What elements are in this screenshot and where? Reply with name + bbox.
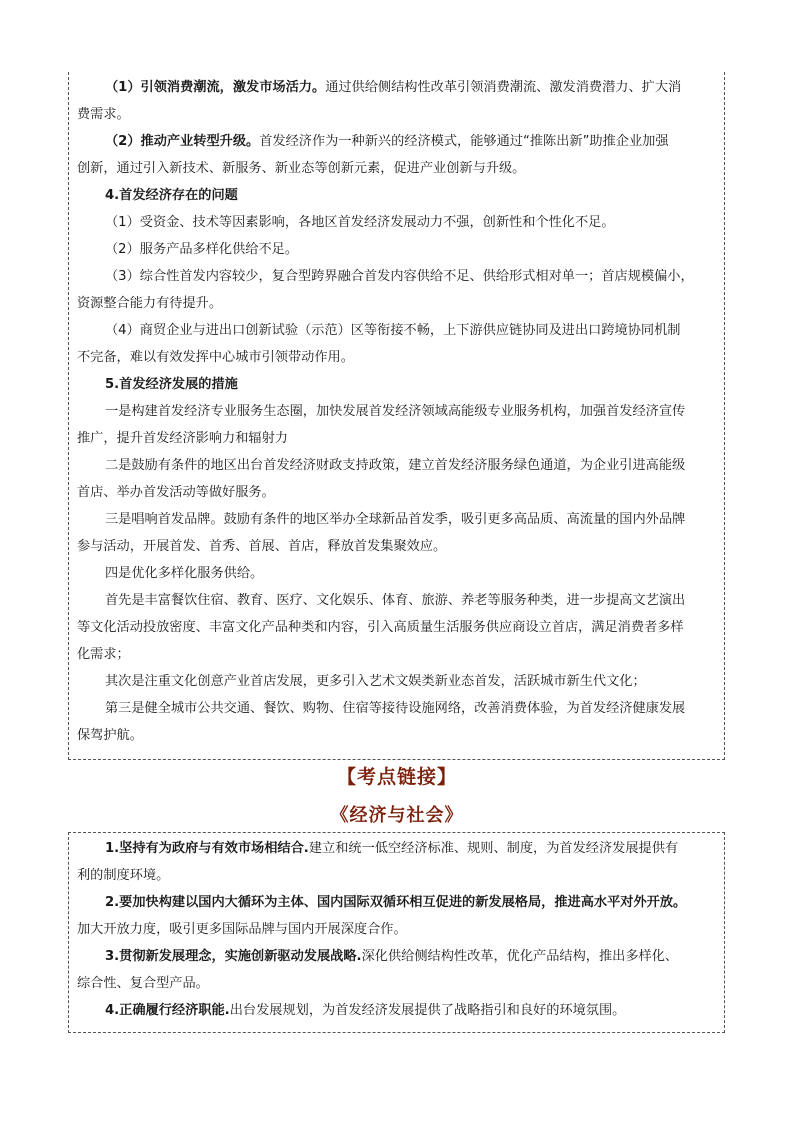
paragraph-text: 深化供给侧结构性改革，优化产品结构，推出多样化、 <box>361 949 679 964</box>
paragraph-line: 等文化活动投放密度、丰富文化产品种类和内容，引入高质量生活服务供应商设立首店，满足消费者多样 <box>77 620 684 635</box>
paragraph-text: 建立和统一低空经济标准、规则、制度，为首发经济发展提供有 <box>308 841 679 856</box>
paragraph-line: 首先是丰富餐饮住宿、教育、医疗、文化娱乐、体育、旅游、养老等服务种类，进一步提高文艺演出 <box>105 593 686 608</box>
bold-lead: 3.贯彻新发展理念，实施创新驱动发展战略. <box>105 949 362 964</box>
content-box-lower <box>68 832 725 1033</box>
bold-lead: （1）引领消费潮流，激发市场活力。 <box>105 80 326 95</box>
paragraph-text: 出台发展规划，为首发经济发展提供了战略指引和良好的环境氛围。 <box>229 1003 626 1018</box>
paragraph-line: 综合性、复合型产品。 <box>77 976 209 991</box>
paragraph-line: 保驾护航。 <box>77 728 143 743</box>
paragraph-line <box>69 133 724 151</box>
paragraph-line: 资源整合能力有待提升。 <box>77 296 223 311</box>
section-heading-measures: 5.首发经济发展的措施 <box>105 377 238 392</box>
paragraph-line <box>69 1002 724 1020</box>
paragraph-text: 通过供给侧结构性改革引领消费潮流、激发消费潜力、扩大消 <box>325 80 682 95</box>
heading-book: 《经济与社会》 <box>330 805 464 826</box>
paragraph-line: 推广，提升首发经济影响力和辐射力 <box>77 431 288 446</box>
paragraph-line: 费需求。 <box>77 107 130 122</box>
paragraph-line: 首店、举办首发活动等做好服务。 <box>77 485 275 500</box>
paragraph-line: （3）综合性首发内容较少，复合型跨界融合首发内容供给不足、供给形式相对单一；首店规模偏小， <box>105 269 694 284</box>
paragraph-line: 加大开放力度，吸引更多国际品牌与国内开展深度合作。 <box>77 922 407 937</box>
paragraph-line: 三是唱响首发品牌。鼓励有条件的地区举办全球新品首发季，吸引更多高品质、高流量的国内外品牌 <box>105 512 686 527</box>
bold-lead: 1.坚持有为政府与有效市场相结合. <box>105 841 309 856</box>
paragraph-line <box>69 948 724 966</box>
paragraph-line: 参与活动，开展首发、首秀、首展、首店，释放首发集聚效应。 <box>77 539 447 554</box>
heading-link: 【考点链接】 <box>336 766 457 788</box>
paragraph-line <box>69 840 724 858</box>
paragraph-line: 创新，通过引入新技术、新服务、新业态等创新元素，促进产业创新与升级。 <box>77 161 526 176</box>
paragraph-line: 二是鼓励有条件的地区出台首发经济财政支持政策，建立首发经济服务绿色通道，为企业引进高能级 <box>105 458 686 473</box>
content-box-upper <box>68 72 725 760</box>
paragraph-line: 一是构建首发经济专业服务生态圈，加快发展首发经济领域高能级专业服务机构，加强首发经济宣传 <box>105 404 686 419</box>
section-heading-problems: 4.首发经济存在的问题 <box>105 188 238 203</box>
paragraph-line: 2.要加快构建以国内大循环为主体、国内国际双循环相互促进的新发展格局，推进高水平对外开放。 <box>105 895 687 910</box>
paragraph-line: 不完备，难以有效发挥中心城市引领带动作用。 <box>77 350 354 365</box>
paragraph-line: （4）商贸企业与进出口创新试验（示范）区等衔接不畅，上下游供应链协同及进出口跨境协同机制 <box>105 323 681 338</box>
paragraph-line <box>69 79 724 97</box>
bold-lead: （2）推动产业转型升级。 <box>105 134 260 149</box>
paragraph-line: 第三是健全城市公共交通、餐饮、购物、住宿等接待设施网络，改善消费体验，为首发经济健康发展 <box>105 701 686 716</box>
paragraph-line: 化需求； <box>77 647 130 662</box>
paragraph-line: 四是优化多样化服务供给。 <box>105 566 264 581</box>
paragraph-line: （2）服务产品多样化供给不足。 <box>105 242 299 257</box>
paragraph-line: 其次是注重文化创意产业首店发展，更多引入艺术文娱类新业态首发，活跃城市新生代文化； <box>105 674 646 689</box>
paragraph-line: （1）受资金、技术等因素影响，各地区首发经济发展动力不强，创新性和个性化不足。 <box>105 215 615 230</box>
paragraph-text: 首发经济作为一种新兴的经济模式，能够通过“推陈出新”助推企业加强 <box>259 134 669 149</box>
paragraph-line: 利的制度环境。 <box>77 868 170 883</box>
bold-lead: 4.正确履行经济职能. <box>105 1003 230 1018</box>
